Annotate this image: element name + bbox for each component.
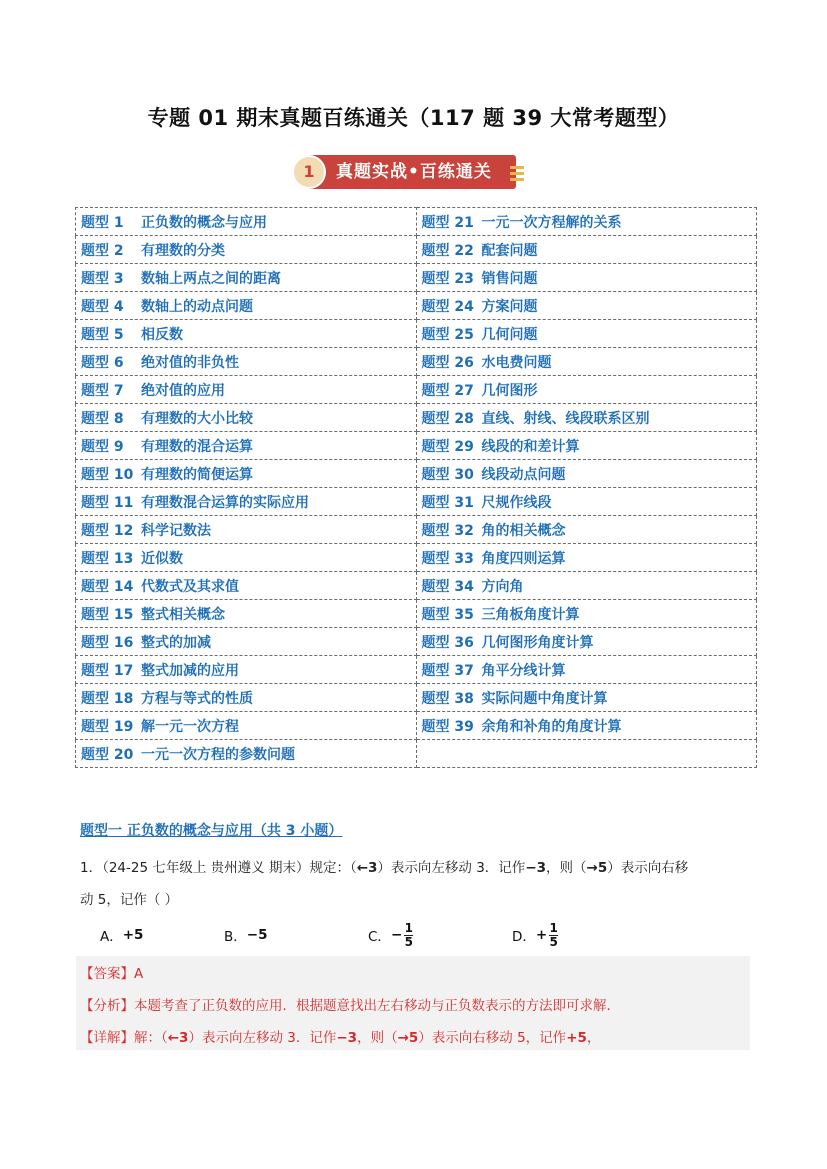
- topic-number: 题型 11: [81, 494, 134, 511]
- option-c-sign: −: [390, 927, 403, 943]
- topic-cell-left[interactable]: [76, 236, 417, 264]
- topic-number: 题型 13: [81, 550, 134, 567]
- section-heading[interactable]: 题型一 正负数的概念与应用（共 3 小题）: [80, 823, 343, 839]
- topic-row: [76, 684, 757, 712]
- detail-text: ）表示向右移动 5，记作: [418, 1030, 567, 1046]
- topic-number: 题型 26: [421, 354, 474, 371]
- topic-cell-left[interactable]: [76, 488, 417, 516]
- topic-cell-left[interactable]: [76, 264, 417, 292]
- topic-row: [76, 516, 757, 544]
- topic-number: 题型 39: [421, 718, 474, 735]
- topic-cell-right[interactable]: [416, 712, 757, 740]
- topic-label: 角度四则运算: [481, 550, 566, 567]
- topic-label: 几何问题: [481, 326, 538, 343]
- topic-number: 题型 33: [421, 550, 474, 567]
- topic-cell-left[interactable]: [76, 292, 417, 320]
- option-c-fraction: [404, 922, 413, 949]
- topic-number: 题型 3: [81, 270, 124, 287]
- banner-number-badge: 1: [292, 155, 326, 189]
- topic-cell-right: [416, 740, 757, 768]
- topic-cell-left[interactable]: [76, 348, 417, 376]
- topic-label: 直线、射线、线段联系区别: [481, 410, 650, 427]
- option-a[interactable]: [100, 918, 143, 952]
- topic-number: 题型 17: [81, 662, 134, 679]
- topic-label: 整式相关概念: [141, 606, 225, 623]
- topic-number: 题型 1: [81, 214, 124, 231]
- arrow-right-5: →5: [397, 1030, 419, 1046]
- topic-label: 三角板角度计算: [481, 606, 580, 623]
- topic-row: [76, 488, 757, 516]
- topic-row: [76, 208, 757, 236]
- topic-label: 几何图形: [481, 382, 538, 399]
- topic-label: 有理数的简便运算: [141, 466, 253, 483]
- topic-number: 题型 24: [421, 298, 474, 315]
- option-a-label: A．: [100, 929, 123, 945]
- topic-cell-left[interactable]: [76, 208, 417, 236]
- topic-row: [76, 544, 757, 572]
- topic-cell-right[interactable]: [416, 572, 757, 600]
- topic-row: [76, 600, 757, 628]
- topic-number: 题型 9: [81, 438, 124, 455]
- topic-cell-right[interactable]: [416, 320, 757, 348]
- topic-row: [76, 376, 757, 404]
- topic-row: [76, 264, 757, 292]
- topic-cell-right[interactable]: [416, 404, 757, 432]
- topic-cell-left[interactable]: [76, 432, 417, 460]
- topic-label: 销售问题: [481, 270, 538, 287]
- topic-cell-right[interactable]: [416, 292, 757, 320]
- topic-number: 题型 10: [81, 466, 134, 483]
- answer-box: [76, 956, 750, 1050]
- option-a-value: +5: [122, 927, 144, 943]
- question-text: ）表示向左移动 3．记作: [377, 860, 526, 876]
- topic-number: 题型 19: [81, 718, 134, 735]
- question-1: [80, 852, 750, 916]
- topic-cell-right[interactable]: [416, 516, 757, 544]
- topic-cell-right[interactable]: [416, 544, 757, 572]
- topic-cell-right[interactable]: [416, 488, 757, 516]
- topic-cell-right[interactable]: [416, 208, 757, 236]
- topic-label: 有理数的混合运算: [141, 438, 253, 455]
- option-b-value: −5: [246, 927, 268, 943]
- topic-cell-left[interactable]: [76, 656, 417, 684]
- topic-number: 题型 7: [81, 382, 124, 399]
- topic-number: 题型 16: [81, 634, 134, 651]
- topic-label: 数轴上的动点问题: [141, 298, 253, 315]
- topic-number: 题型 2: [81, 242, 124, 259]
- topic-table: [75, 207, 757, 768]
- topic-number: 题型 34: [421, 578, 474, 595]
- neg-three: −3: [525, 860, 547, 876]
- option-d-fraction: [549, 922, 558, 949]
- topic-row: [76, 236, 757, 264]
- topic-cell-right[interactable]: [416, 628, 757, 656]
- topic-label: 余角和补角的角度计算: [481, 718, 622, 735]
- topic-number: 题型 12: [81, 522, 134, 539]
- topic-label: 有理数混合运算的实际应用: [141, 494, 309, 511]
- topic-row: [76, 460, 757, 488]
- topic-row: [76, 292, 757, 320]
- question-text: 1．（24-25 七年级上 贵州遵义 期末）规定：（: [80, 860, 357, 876]
- arrow-left-3: ←3: [356, 860, 378, 876]
- topic-number: 题型 38: [421, 690, 474, 707]
- topic-number: 题型 27: [421, 382, 474, 399]
- answer-options: [100, 918, 750, 952]
- topic-label: 方向角: [481, 578, 524, 595]
- topic-label: 实际问题中角度计算: [481, 690, 608, 707]
- fraction-denominator: 5: [404, 934, 413, 949]
- topic-row: [76, 656, 757, 684]
- topic-label: 解一元一次方程: [141, 718, 239, 735]
- topic-number: 题型 37: [421, 662, 474, 679]
- topic-cell-right[interactable]: [416, 684, 757, 712]
- topic-cell-left[interactable]: [76, 460, 417, 488]
- answer-line: 【答案】A: [80, 966, 144, 982]
- topic-number: 题型 22: [421, 242, 474, 259]
- topic-label: 数轴上两点之间的距离: [141, 270, 281, 287]
- topic-cell-left[interactable]: [76, 572, 417, 600]
- topic-label: 方程与等式的性质: [141, 690, 253, 707]
- topic-label: 有理数的分类: [141, 242, 225, 259]
- topic-row: [76, 740, 757, 768]
- arrow-left-3: ←3: [167, 1030, 189, 1046]
- topic-label: 方案问题: [481, 298, 538, 315]
- question-text: ）表示向右移: [607, 860, 689, 876]
- topic-cell-right[interactable]: [416, 600, 757, 628]
- fraction-numerator: 1: [549, 920, 558, 935]
- topic-number: 题型 23: [421, 270, 474, 287]
- detail-text: 【详解】解：（: [80, 1030, 168, 1046]
- topic-number: 题型 29: [421, 438, 474, 455]
- topic-number: 题型 4: [81, 298, 124, 315]
- topic-number: 题型 21: [421, 214, 474, 231]
- option-c[interactable]: [368, 918, 413, 952]
- topic-label: 几何图形角度计算: [481, 634, 594, 651]
- topic-cell-right[interactable]: [416, 348, 757, 376]
- option-c-label: C．: [368, 929, 391, 945]
- topic-label: 正负数的概念与应用: [141, 214, 267, 231]
- topic-cell-left[interactable]: [76, 628, 417, 656]
- topic-label: 一元一次方程的参数问题: [141, 746, 295, 763]
- pos-five: +5: [566, 1030, 587, 1046]
- option-d[interactable]: [512, 918, 558, 952]
- banner-text: 真题实战•百练通关: [336, 162, 492, 182]
- topic-number: 题型 36: [421, 634, 474, 651]
- topic-cell-right[interactable]: [416, 376, 757, 404]
- topic-label: 整式的加减: [141, 634, 211, 651]
- topic-cell-left[interactable]: [76, 712, 417, 740]
- topic-label: 线段动点问题: [481, 466, 566, 483]
- fraction-numerator: 1: [404, 920, 413, 935]
- topic-label: 代数式及其求值: [141, 578, 239, 595]
- topic-number: 题型 5: [81, 326, 124, 343]
- question-text-line2: 动 5，记作（ ）: [80, 892, 179, 908]
- topic-cell-left[interactable]: [76, 740, 417, 768]
- banner-stripes-icon: [510, 166, 524, 184]
- option-b[interactable]: [224, 918, 267, 952]
- topic-cell-left[interactable]: [76, 320, 417, 348]
- option-d-sign: +: [535, 927, 548, 943]
- topic-label: 角的相关概念: [481, 522, 566, 539]
- topic-cell-right[interactable]: [416, 432, 757, 460]
- topic-cell-right[interactable]: [416, 236, 757, 264]
- fraction-denominator: 5: [549, 934, 558, 949]
- topic-cell-left[interactable]: [76, 376, 417, 404]
- topic-label: 科学记数法: [141, 522, 211, 539]
- topic-cell-left[interactable]: [76, 684, 417, 712]
- topic-number: 题型 28: [421, 410, 474, 427]
- neg-three: −3: [336, 1030, 358, 1046]
- topic-cell-left[interactable]: [76, 404, 417, 432]
- topic-cell-left[interactable]: [76, 544, 417, 572]
- topic-number: 题型 15: [81, 606, 134, 623]
- topic-label: 绝对值的应用: [141, 382, 225, 399]
- topic-label: 整式加减的应用: [141, 662, 239, 679]
- topic-label: 配套问题: [481, 242, 538, 259]
- topic-label: 角平分线计算: [481, 662, 566, 679]
- detail-text: ，: [586, 1030, 601, 1046]
- topic-cell-left[interactable]: [76, 516, 417, 544]
- topic-number: 题型 30: [421, 466, 474, 483]
- topic-number: 题型 20: [81, 746, 134, 763]
- topic-row: [76, 320, 757, 348]
- topic-label: 尺规作线段: [481, 494, 552, 511]
- topic-label: 水电费问题: [481, 354, 552, 371]
- topic-label: 相反数: [141, 326, 183, 343]
- topic-label: 一元一次方程解的关系: [481, 214, 622, 231]
- topic-row: [76, 432, 757, 460]
- topic-row: [76, 712, 757, 740]
- topic-label: 绝对值的非负性: [141, 354, 239, 371]
- detail-text: ，则（: [357, 1030, 398, 1046]
- topic-number: 题型 14: [81, 578, 134, 595]
- topic-cell-right[interactable]: [416, 460, 757, 488]
- topic-row: [76, 572, 757, 600]
- arrow-right-5: →5: [586, 860, 608, 876]
- topic-label: 近似数: [141, 550, 183, 567]
- topic-number: 题型 31: [421, 494, 474, 511]
- analysis-line: 【分析】本题考查了正负数的应用．根据题意找出左右移动与正负数表示的方法即可求解．: [80, 998, 620, 1014]
- topic-row: [76, 628, 757, 656]
- topic-row: [76, 348, 757, 376]
- page-title: 专题 01 期末真题百练通关（117 题 39 大常考题型）: [147, 106, 680, 130]
- detail-text: ）表示向左移动 3．记作: [188, 1030, 337, 1046]
- detail-line: [80, 1026, 600, 1046]
- topic-cell-right[interactable]: [416, 656, 757, 684]
- topic-cell-left[interactable]: [76, 600, 417, 628]
- topic-number: 题型 32: [421, 522, 474, 539]
- topic-number: 题型 8: [81, 410, 124, 427]
- topic-label: 线段的和差计算: [481, 438, 580, 455]
- option-d-label: D．: [512, 929, 536, 945]
- topic-number: 题型 25: [421, 326, 474, 343]
- topic-number: 题型 18: [81, 690, 134, 707]
- topic-row: [76, 404, 757, 432]
- topic-number: 题型 6: [81, 354, 124, 371]
- option-b-label: B．: [224, 929, 247, 945]
- question-text: ，则（: [546, 860, 587, 876]
- section-banner: [292, 152, 532, 194]
- topic-label: 有理数的大小比较: [141, 410, 253, 427]
- topic-cell-right[interactable]: [416, 264, 757, 292]
- topic-number: 题型 35: [421, 606, 474, 623]
